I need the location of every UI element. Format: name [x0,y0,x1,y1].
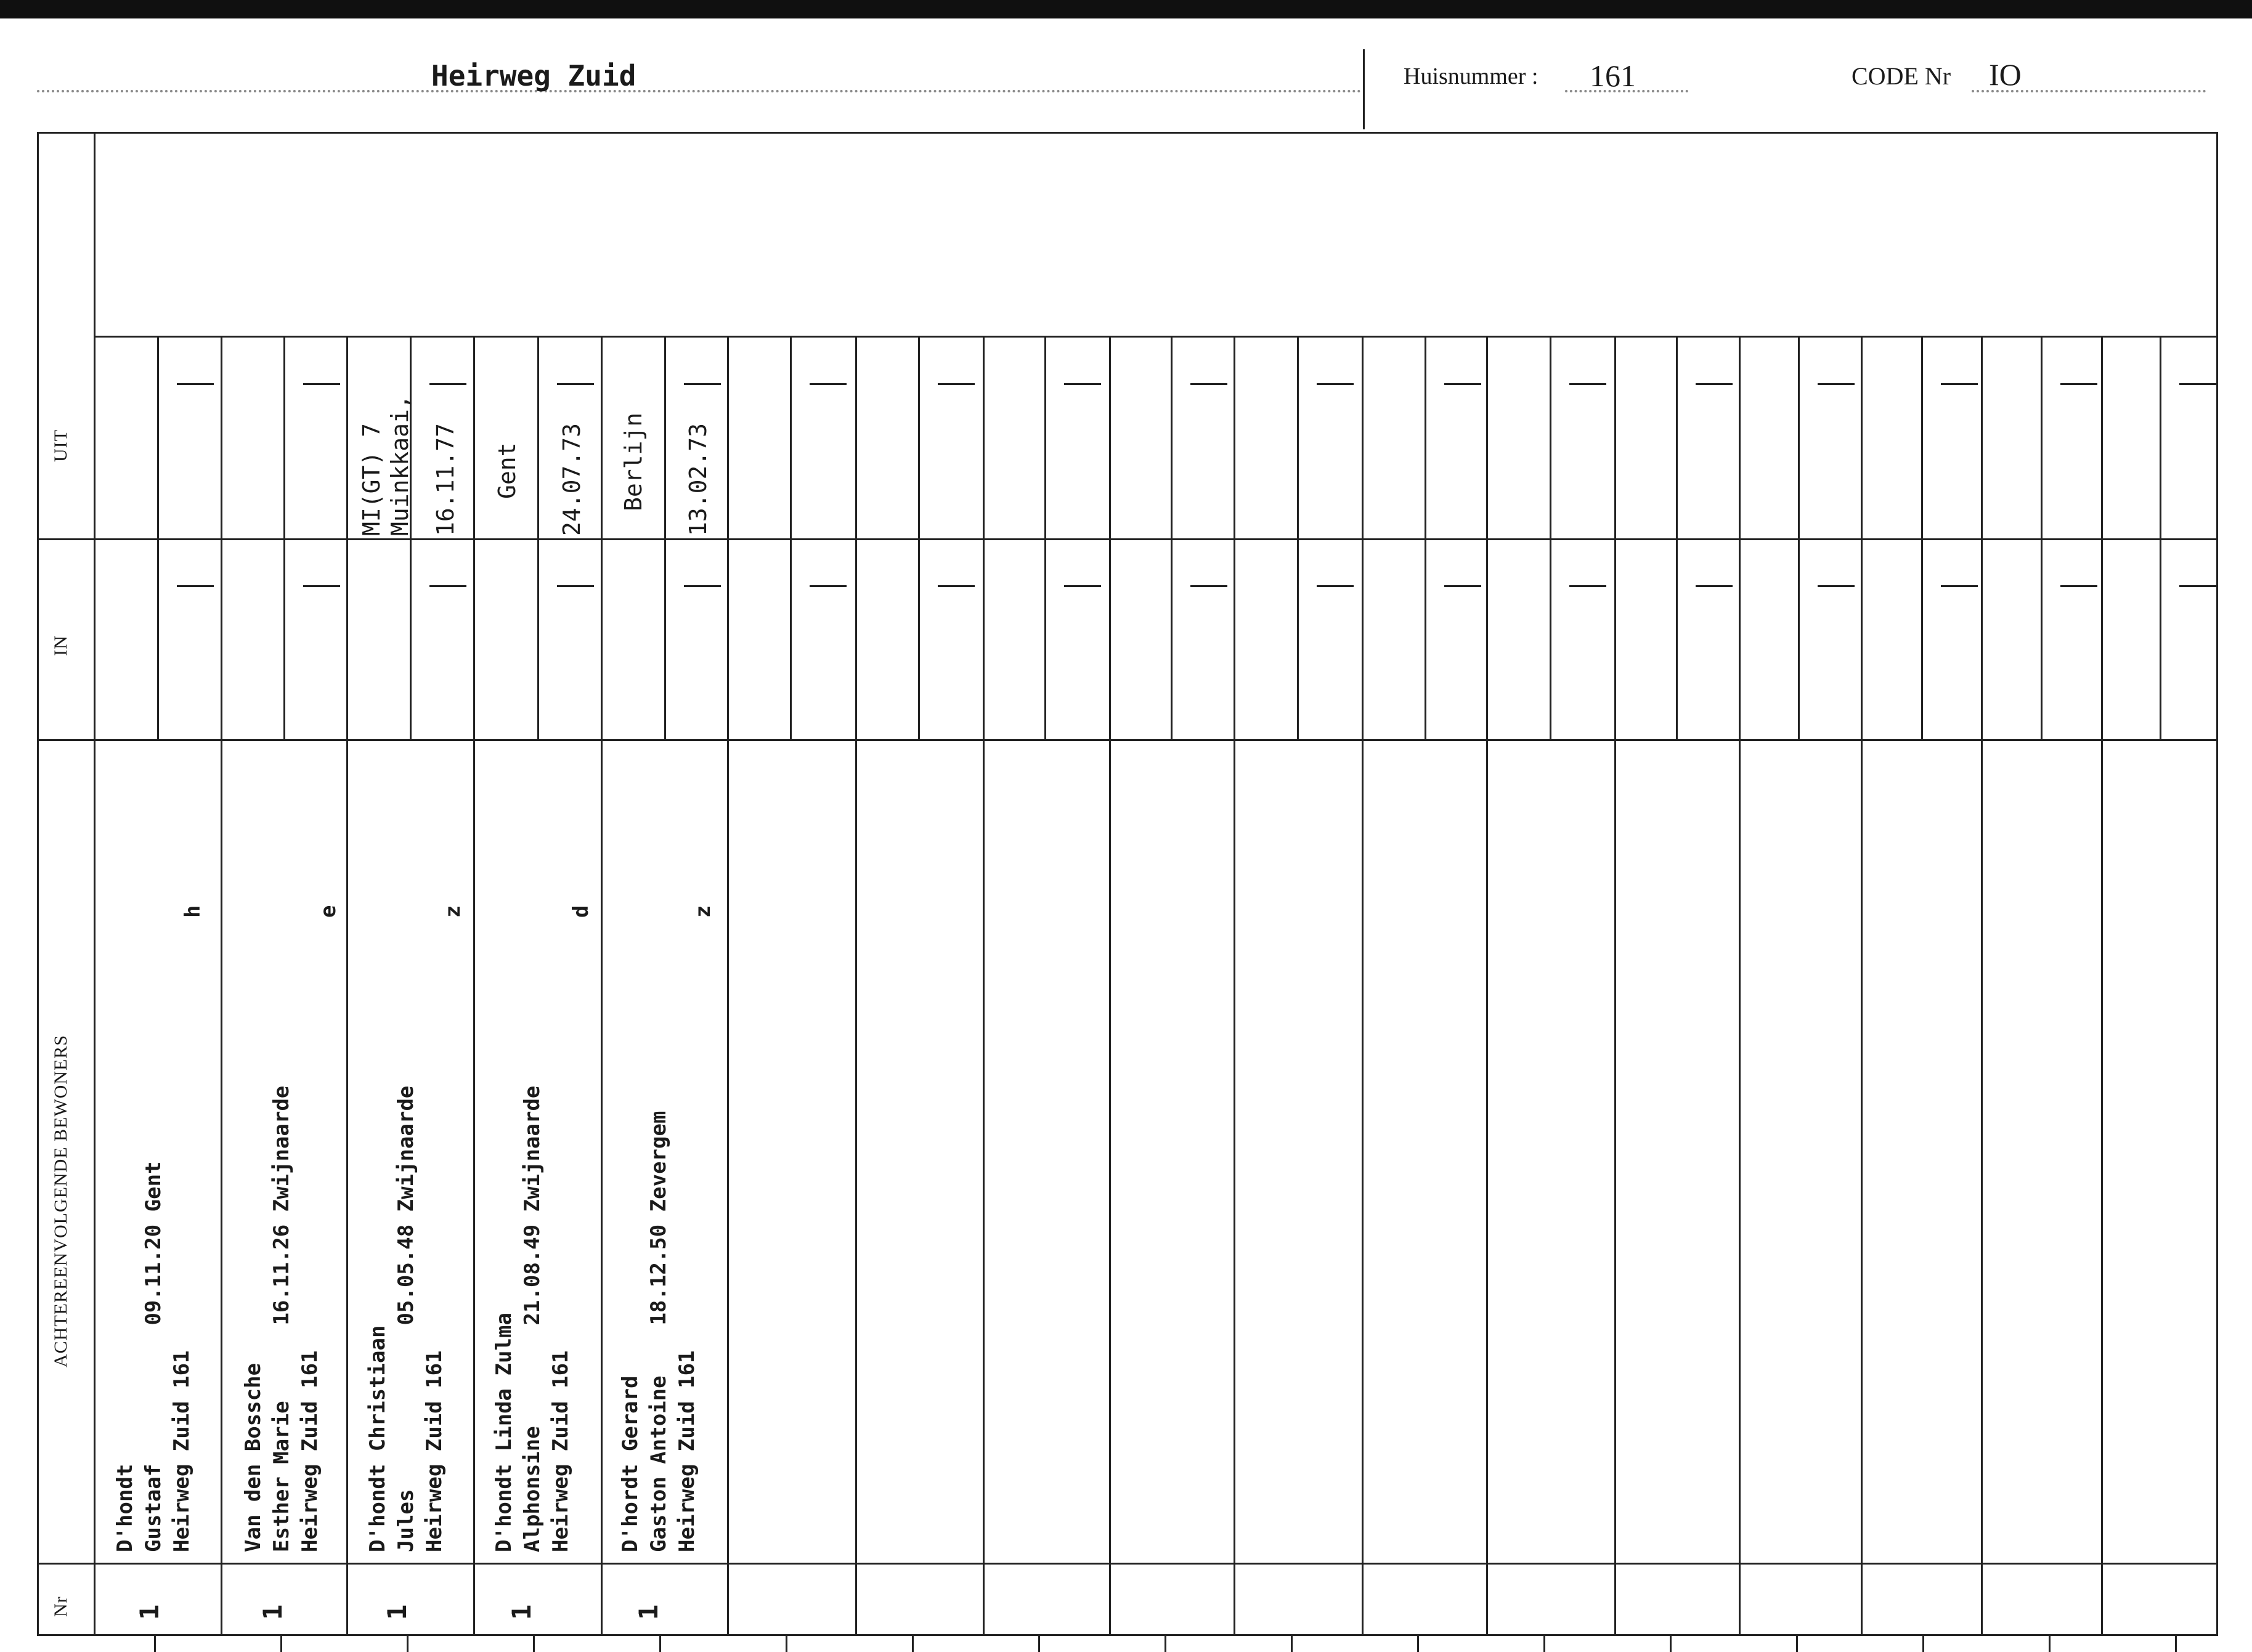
bottom-tick [659,1634,661,1652]
uit-date: 24.07.73 [558,423,585,536]
resident-line2: Gaston Antoine 18.12.50 Zevergem [646,1111,671,1552]
bottom-tick [1417,1634,1419,1652]
resident-mark: h [181,905,205,918]
street-name: Heirweg Zuid [431,59,636,92]
bottom-tick [912,1634,914,1652]
empty-cell-dash [1064,585,1101,587]
resident-entry [616,1111,701,1552]
column-line [727,336,729,1634]
resident-nr: 1 [258,1604,288,1620]
subcolumn-line [1550,336,1551,739]
empty-cell-dash [1941,383,1978,385]
resident-entry [364,1086,449,1552]
empty-cell-dash [2060,383,2097,385]
subcolumn-line [2041,336,2043,739]
subcolumn-line [1044,336,1046,739]
resident-nr: 1 [633,1604,664,1620]
empty-cell-dash [1818,585,1855,587]
frame-top [37,132,2218,134]
empty-cell-dash [810,383,847,385]
resident-line2: Gustaaf 09.11.20 Gent [141,1161,166,1552]
subcolumn-line [1676,336,1678,739]
subcolumn-line [1798,336,1800,739]
empty-cell-dash [684,585,721,587]
resident-entry [490,1086,575,1552]
resident-line2: Esther Marie 16.11.26 Zwijnaarde [269,1085,294,1552]
resident-line1: D'hondt Christiaan [365,1325,390,1552]
bottom-tick [280,1634,282,1652]
subcolumn-line [537,336,539,739]
resident-line1: D'hondt Linda Zulma [492,1313,516,1552]
frame-right [2216,132,2218,1635]
resident-line3: Heirweg Zuid 161 [422,1350,447,1552]
bottom-tick [533,1634,535,1652]
subcolumn-line [790,336,792,739]
empty-cell-dash [557,585,594,587]
frame-left [37,132,39,1635]
empty-cell-dash [2179,585,2216,587]
column-line [1109,336,1111,1634]
resident-mark: d [569,905,593,918]
bottom-tick [1796,1634,1798,1652]
column-line [2101,336,2103,1634]
bottom-tick [786,1634,787,1652]
uit-date: 13.02.73 [685,423,712,536]
column-line [983,336,985,1634]
subcolumn-line [918,336,920,739]
empty-cell-dash [1569,383,1606,385]
resident-entry [239,1086,324,1552]
empty-cell-dash [810,585,847,587]
resident-line3: Heirweg Zuid 161 [675,1350,699,1552]
empty-cell-dash [1818,383,1855,385]
empty-cell-dash [938,383,975,385]
empty-cell-dash [557,383,594,385]
subcolumn-line [2160,336,2161,739]
empty-cell-dash [938,585,975,587]
nr-label: Nr [51,1596,71,1617]
column-line [346,336,348,1634]
column-line [1486,336,1488,1634]
bottom-tick [2175,1634,2177,1652]
subcolumn-line [1425,336,1426,739]
resident-line2: Jules 05.05.48 Zwijnaarde [394,1085,418,1552]
subcolumn-line [1171,336,1173,739]
resident-mark: e [316,905,341,918]
subcolumn-line [1297,336,1299,739]
empty-cell-dash [1696,585,1733,587]
subcolumn-line [157,336,159,739]
bottom-tick [2049,1634,2051,1652]
frame-bottom [37,1634,2218,1636]
empty-cell-dash [429,585,466,587]
empty-cell-dash [1941,585,1978,587]
uit-label: UIT [51,429,71,462]
bottom-tick [1670,1634,1672,1652]
column-line [1362,336,1364,1634]
column-line [1739,336,1741,1634]
empty-cell-dash [429,383,466,385]
column-line [1614,336,1616,1634]
uit-place: Berlijn [620,412,647,511]
resident-line1: D'hordt Gerard [618,1375,643,1552]
empty-cell-dash [1444,383,1481,385]
empty-cell-dash [2060,585,2097,587]
code-dotted-line [1972,90,2206,92]
header-divider [1363,49,1365,129]
empty-cell-dash [1317,383,1354,385]
label-column-divider [94,132,96,1635]
code-label: CODE Nr [1852,62,1951,90]
band-divider-uit-in [37,538,2218,540]
empty-cell-dash [303,383,340,385]
column-line [1981,336,1983,1634]
code-value: IO [1989,57,2022,92]
resident-line2: Alphonsine 21.08.49 Zwijnaarde [520,1085,545,1552]
resident-line1: D'hondt [113,1464,137,1552]
bottom-tick [1922,1634,1924,1652]
empty-cell-dash [1444,585,1481,587]
in-label: IN [51,635,71,656]
resident-nr: 1 [382,1604,412,1620]
uit-place-line2: Muinkkaai, [386,395,413,536]
resident-nr: 1 [506,1604,537,1620]
empty-cell-dash [2179,383,2216,385]
resident-line3: Heirweg Zuid 161 [298,1350,322,1552]
subcolumn-line [283,336,285,739]
empty-cell-dash [1190,585,1227,587]
band-divider-uit-top [94,336,2216,338]
uit-place-line1: MI(GT) 7 [358,423,385,536]
band-divider-bewoners-nr [37,1563,2218,1565]
empty-cell-dash [684,383,721,385]
empty-cell-dash [303,585,340,587]
uit-place: Gent [494,442,521,499]
bottom-tick [154,1634,156,1652]
bottom-tick [1291,1634,1293,1652]
bottom-tick [1165,1634,1166,1652]
bewoners-label: ACHTEREENVOLGENDE BEWONERS [51,1034,71,1367]
resident-mark: z [441,905,465,918]
empty-cell-dash [1317,585,1354,587]
resident-line1: Van den Bossche [241,1362,266,1552]
bottom-tick [1543,1634,1545,1652]
column-line [1234,336,1235,1634]
column-line [473,336,475,1634]
bottom-tick [407,1634,409,1652]
housenumber-dotted-line [1565,90,1688,92]
column-line [855,336,857,1634]
empty-cell-dash [177,585,214,587]
empty-cell-dash [177,383,214,385]
empty-cell-dash [1696,383,1733,385]
resident-entry [111,1161,196,1552]
band-divider-in-bewoners [37,739,2218,741]
resident-line3: Heirweg Zuid 161 [548,1350,573,1552]
street-dotted-line [37,90,1362,92]
uit-date: 16.11.77 [432,423,459,536]
subcolumn-line [1921,336,1923,739]
empty-cell-dash [1064,383,1101,385]
resident-line3: Heirweg Zuid 161 [169,1350,194,1552]
column-line [601,336,603,1634]
housenumber-label: Huisnummer : [1404,63,1539,89]
housenumber-value: 161 [1590,59,1636,93]
resident-nr: 1 [134,1604,165,1620]
scan-top-border [0,0,2252,18]
column-line [221,336,222,1634]
bottom-tick [1038,1634,1040,1652]
uit-place [357,395,414,536]
subcolumn-line [664,336,666,739]
resident-mark: z [691,905,715,918]
column-line [1861,336,1863,1634]
empty-cell-dash [1190,383,1227,385]
empty-cell-dash [1569,585,1606,587]
